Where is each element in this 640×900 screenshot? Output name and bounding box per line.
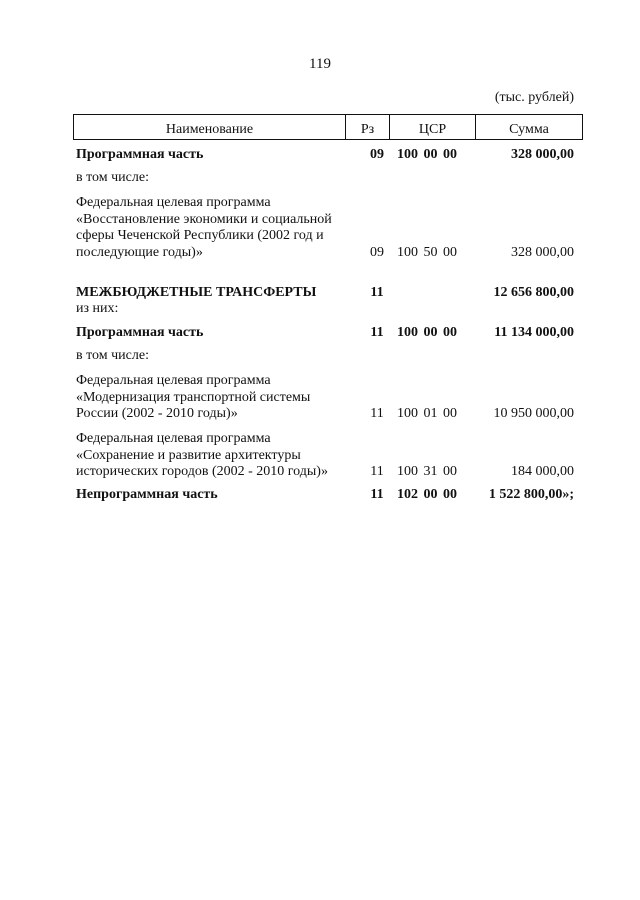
- row-name-line: исторических городов (2002 - 2010 годы)»: [76, 464, 328, 479]
- row-name-line: Федеральная целевая программа: [76, 431, 271, 446]
- row-name: [76, 487, 366, 504]
- row-name-line: «Модернизация транспортной системы: [76, 389, 311, 405]
- row-csr: 100 00 00: [397, 147, 457, 162]
- row-name-line: Программная часть: [76, 147, 204, 162]
- header-csr: ЦСР: [390, 115, 476, 139]
- row-name: [76, 147, 366, 164]
- row-name-line: Федеральная целевая программа: [76, 195, 271, 210]
- row-sum: 1 522 800,00»;: [488, 487, 574, 502]
- row-name-line: в том числе:: [76, 348, 149, 363]
- row-name-line: Федеральная целевая программа: [76, 373, 271, 388]
- row-sum: 11 134 000,00: [494, 325, 574, 340]
- row-sum: 12 656 800,00: [493, 285, 574, 300]
- table-header: [73, 114, 583, 140]
- row-name: [76, 373, 366, 423]
- row-name: [76, 431, 366, 481]
- row-rz: 11: [370, 285, 384, 300]
- row-rz: 11: [370, 406, 384, 421]
- row-name-line: МЕЖБЮДЖЕТНЫЕ ТРАНСФЕРТЫ: [76, 285, 317, 300]
- row-name-line: в том числе:: [76, 170, 149, 185]
- row-name-line: России (2002 - 2010 годы)»: [76, 406, 238, 421]
- header-sum: Сумма: [509, 122, 549, 137]
- row-csr: 100 50 00: [397, 244, 457, 260]
- row-name: [76, 195, 366, 261]
- row-name: [76, 325, 366, 342]
- row-name-line: последующие годы)»: [76, 244, 203, 260]
- page-number: 119: [309, 56, 331, 72]
- row-rz: 11: [370, 325, 384, 340]
- header-name: Наименование: [74, 115, 346, 139]
- row-name-line: из них:: [76, 301, 119, 316]
- row-sum: 328 000,00: [511, 244, 574, 260]
- row-csr: 100 00 00: [397, 325, 457, 340]
- row-name: [76, 348, 366, 365]
- row-name-line: Непрограммная часть: [76, 487, 218, 502]
- row-name: [76, 170, 366, 187]
- row-name-line: сферы Чеченской Республики (2002 год и: [76, 228, 324, 243]
- row-name-line: Программная часть: [76, 325, 204, 340]
- row-rz: 09: [370, 147, 384, 162]
- row-name-line: «Сохранение и развитие архитектуры: [76, 447, 301, 463]
- row-rz: 11: [370, 464, 384, 479]
- row-rz: 09: [370, 244, 384, 260]
- row-sum: 10 950 000,00: [493, 406, 574, 421]
- row-name-line: «Восстановление экономики и социальной: [76, 211, 332, 227]
- header-rz: Рз: [346, 115, 390, 139]
- row-sum: 184 000,00: [511, 464, 574, 479]
- row-csr: 100 31 00: [397, 464, 457, 479]
- row-csr: 102 00 00: [397, 487, 457, 502]
- row-sum: 328 000,00: [511, 147, 574, 162]
- units-label: (тыс. рублей): [494, 90, 574, 105]
- row-name: [76, 301, 366, 318]
- row-name: [76, 285, 366, 302]
- row-csr: 100 01 00: [397, 406, 457, 421]
- row-rz: 11: [370, 487, 384, 502]
